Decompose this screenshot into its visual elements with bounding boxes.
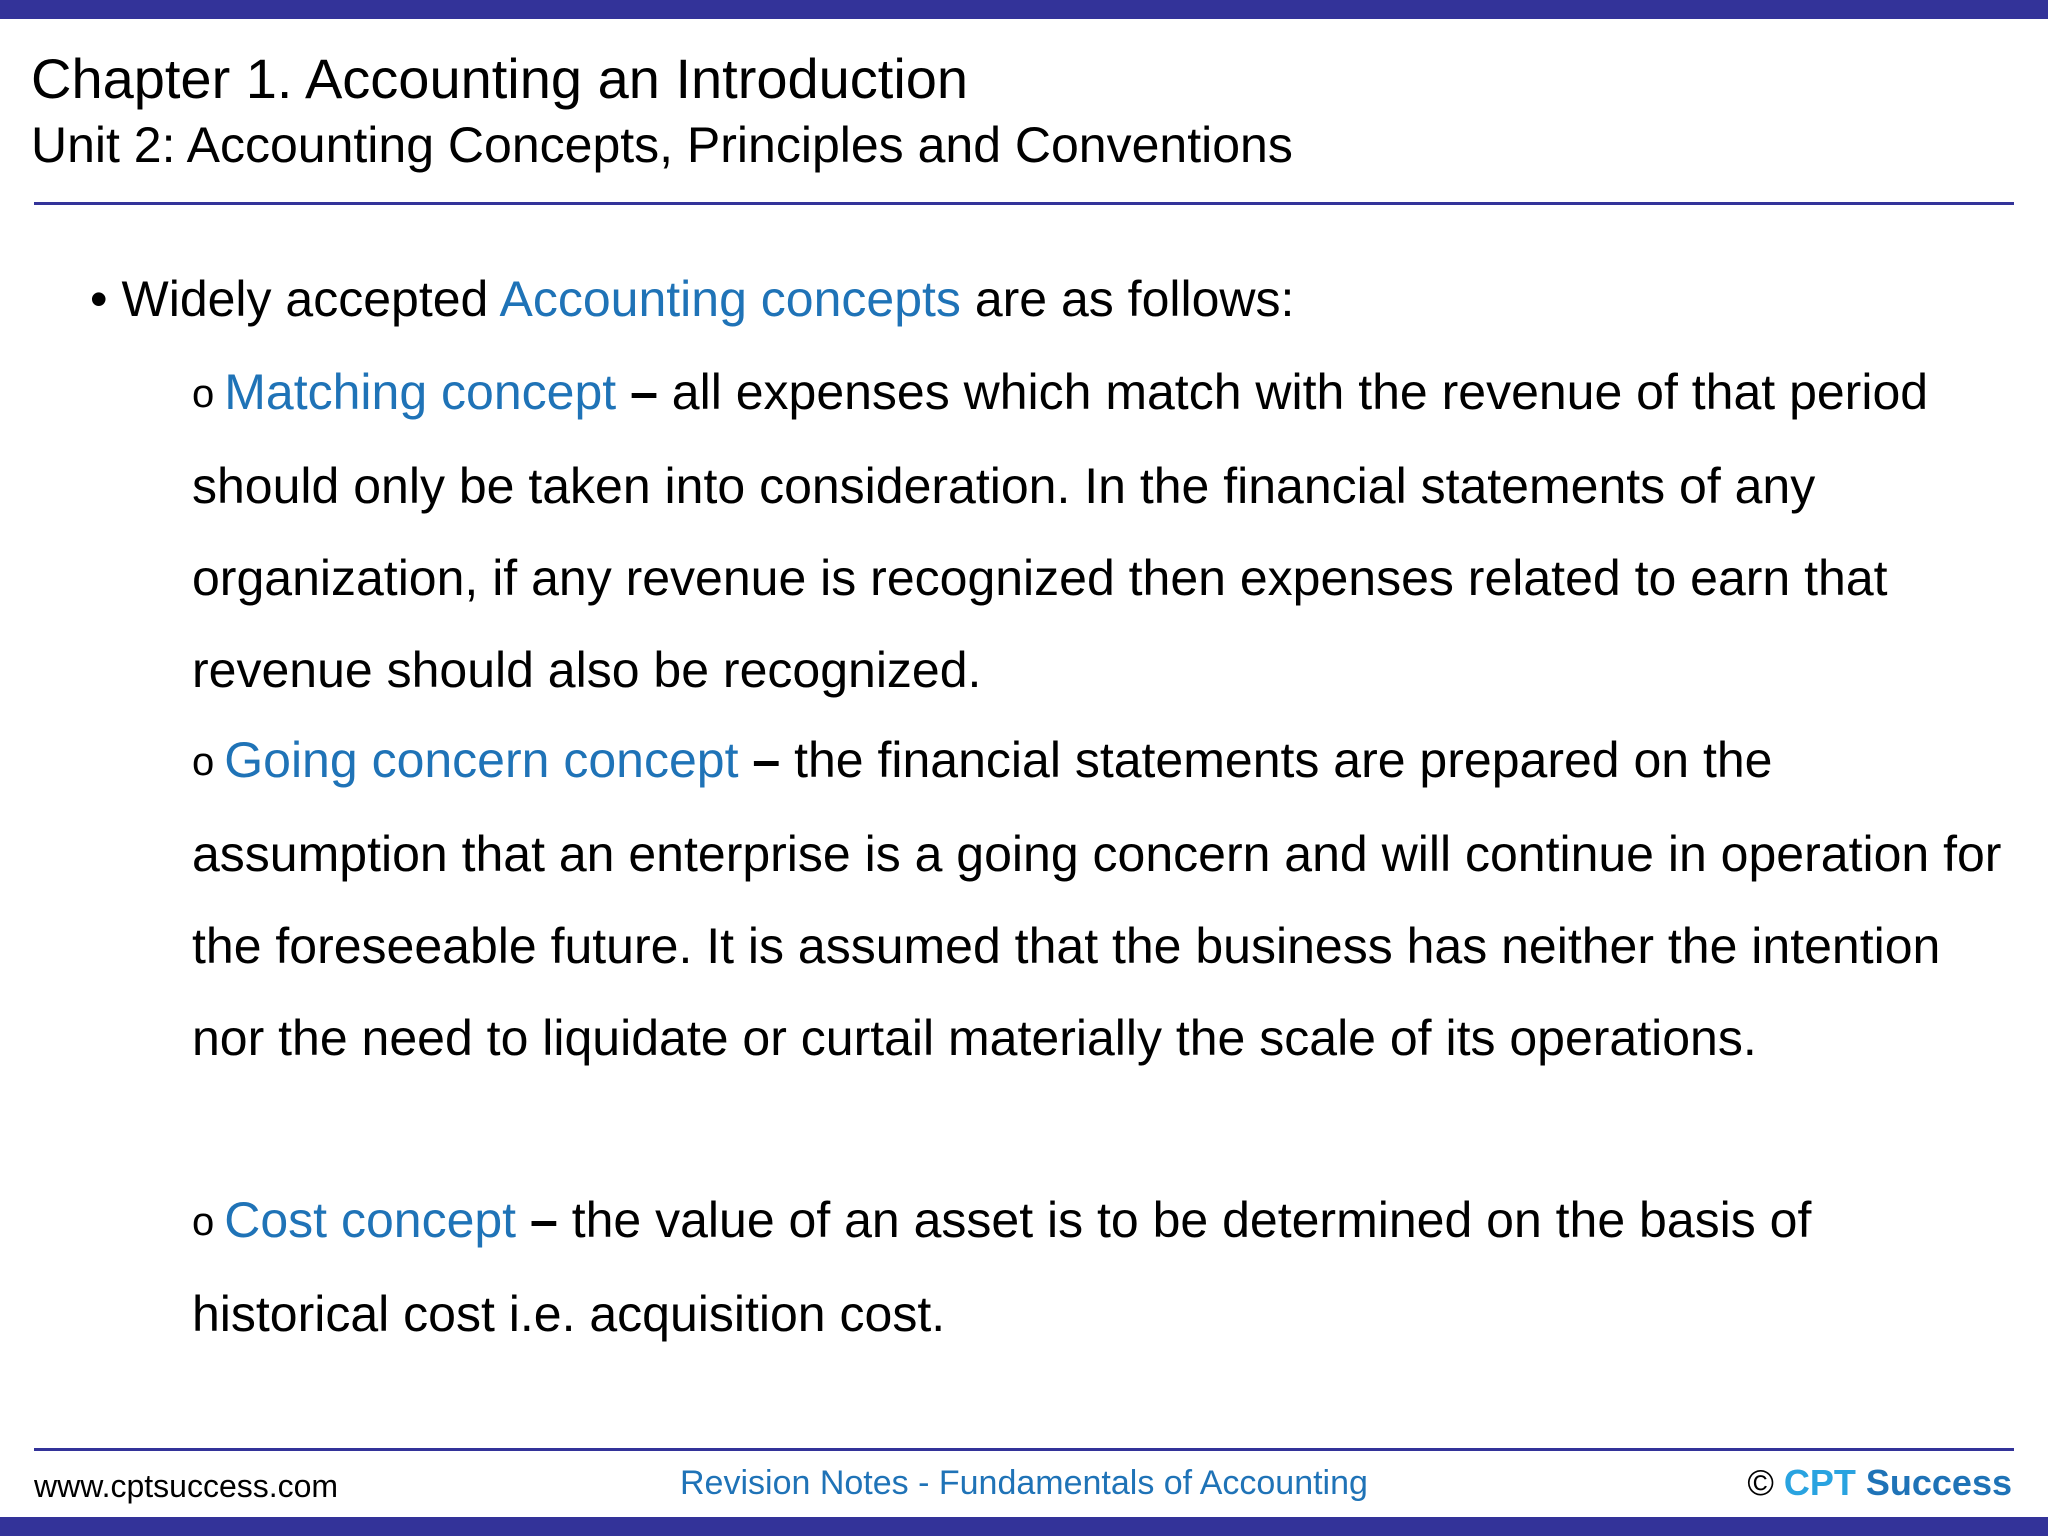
intro-highlight: Accounting concepts (499, 271, 961, 327)
footer-course-title: Revision Notes - Fundamentals of Accounting (680, 1464, 1368, 1502)
concept-description: all expenses which match with the revenue of that period should only be taken into consideration. In the financial statements of any organization, if any revenue is recognized then expenses related to earn that revenue should also be recognized. (192, 364, 1929, 698)
intro-suffix: are as follows: (974, 271, 1295, 327)
concept-description: the financial statements are prepared on the assumption that an enterprise is a going concern and will continue in operation for the foreseeable future. It is assumed that the business has neither the intention nor the need to liquidate or curtail materially the scale of its operations. (192, 732, 2002, 1066)
bullet-dot-icon: • (90, 271, 108, 327)
concept-term: Cost concept (224, 1192, 517, 1248)
bottom-color-band (0, 1517, 2048, 1536)
copyright-icon: © (1747, 1462, 1774, 1503)
header-divider (34, 202, 2014, 205)
circle-bullet-icon: o (192, 372, 215, 416)
concept-item-going-concern (192, 714, 2022, 1084)
chapter-title: Chapter 1. Accounting an Introduction (31, 47, 969, 110)
concept-term: Matching concept (224, 364, 617, 420)
intro-bullet (90, 270, 1294, 328)
concept-term: Going concern concept (224, 732, 739, 788)
concept-dash: – (630, 364, 658, 420)
concept-description: the value of an asset is to be determined on the basis of historical cost i.e. acquisition cost. (192, 1192, 1812, 1342)
top-color-band (0, 0, 2048, 19)
unit-subtitle: Unit 2: Accounting Concepts, Principles and Conventions (31, 117, 1293, 173)
brand-name-part2: Success (1865, 1462, 2012, 1503)
concept-dash: – (752, 732, 781, 788)
footer-divider (34, 1448, 2014, 1451)
concept-item-matching (192, 346, 2022, 716)
concept-dash: – (529, 1192, 558, 1248)
intro-prefix: Widely accepted (121, 271, 489, 327)
brand-name-part1: CPT (1783, 1462, 1856, 1503)
circle-bullet-icon: o (192, 740, 215, 784)
footer-brand (1747, 1462, 2012, 1504)
circle-bullet-icon: o (192, 1200, 215, 1244)
concept-item-cost (192, 1174, 2022, 1360)
footer-website: www.cptsuccess.com (34, 1468, 339, 1504)
